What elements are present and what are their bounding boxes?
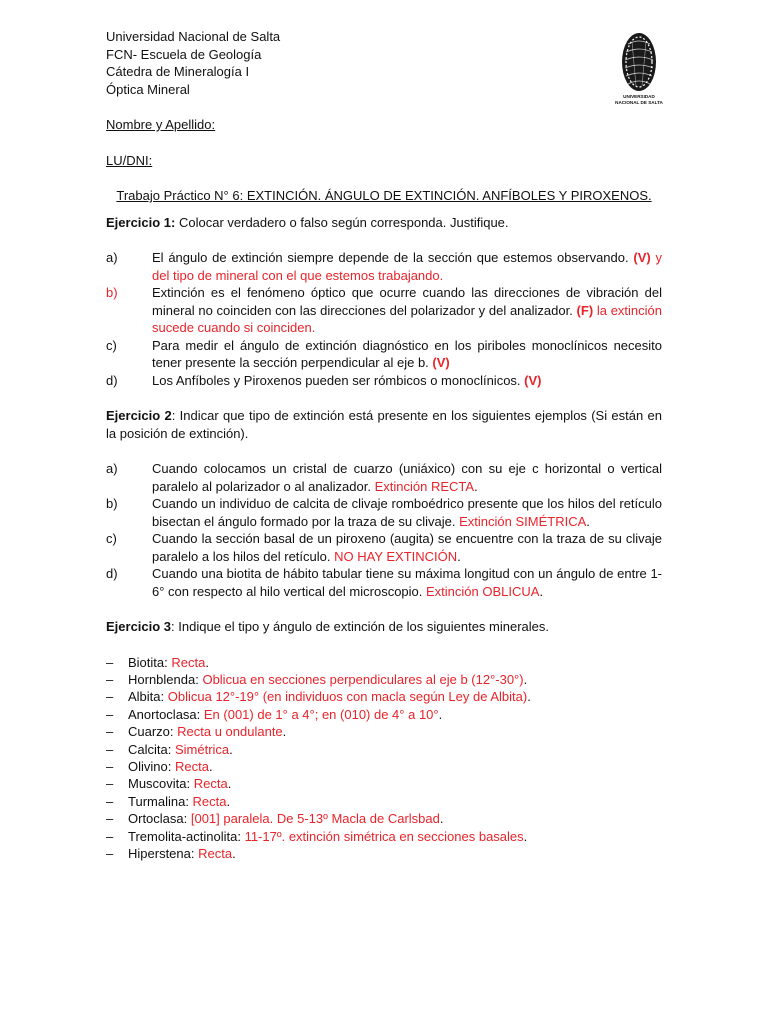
list-item	[106, 741, 662, 758]
exercise-2-label: Ejercicio 2	[106, 408, 172, 423]
mineral-name: Biotita:	[128, 654, 172, 670]
list-item	[106, 706, 662, 723]
answer-text: Recta	[174, 758, 209, 774]
item-text: El ángulo de extinción siempre depende de la sección que estemos observando.	[152, 250, 634, 265]
mineral-name: Anortoclasa:	[128, 706, 204, 722]
item-marker: a)	[106, 461, 118, 476]
answer-text: En (001) de 1° a 4°; en (010) de 4° a 10°	[203, 706, 439, 722]
item-period: .	[527, 689, 531, 705]
exercise-3-list	[106, 654, 662, 863]
header-school: FCN- Escuela de Geología	[106, 46, 262, 62]
answer-text: Recta	[198, 845, 233, 861]
mineral-name: Calcita:	[128, 741, 175, 757]
item-period: .	[229, 741, 233, 757]
institution-header	[106, 28, 662, 98]
exercise-3-heading	[106, 618, 662, 636]
list-item	[106, 284, 662, 337]
mineral-name: Turmalina:	[128, 793, 193, 809]
answer-text: la extinción sucede cuando si coinciden.	[152, 302, 663, 335]
dash-bullet: –	[106, 654, 114, 670]
item-period: .	[226, 793, 231, 809]
item-marker: d)	[106, 372, 118, 388]
answer-verdict: (F)	[576, 302, 594, 318]
answer-text: Recta	[171, 654, 206, 670]
dash-bullet: –	[106, 706, 114, 722]
dash-bullet: –	[106, 811, 114, 827]
answer-text: 11-17º. extinción simétrica en secciones basales	[244, 828, 524, 844]
assignment-title: Trabajo Práctico N° 6: EXTINCIÓN. ÁNGULO DE EXTINCIÓN. ANFÍBOLES Y PIROXENOS.	[116, 188, 652, 203]
answer-text: Extinción OBLICUA	[426, 583, 540, 599]
item-marker: b)	[106, 496, 118, 511]
item-period: .	[282, 724, 287, 740]
mineral-name: Hiperstena:	[128, 845, 199, 861]
list-item	[106, 337, 662, 372]
header-subject: Óptica Mineral	[106, 81, 190, 97]
item-text: Los Anfíboles y Piroxenos pueden ser rómbicos o monoclínicos.	[152, 372, 525, 388]
exercise-3-label: Ejercicio 3	[106, 619, 172, 634]
id-field-label: LU/DNI:	[106, 152, 153, 168]
exercise-1-prompt: Colocar verdadero o falso según corresponda. Justifique.	[175, 214, 509, 230]
item-period: .	[208, 758, 213, 774]
list-item	[106, 688, 662, 705]
mineral-name: Muscovita:	[128, 776, 194, 792]
dash-bullet: –	[106, 758, 114, 774]
answer-text: Recta	[193, 776, 228, 792]
item-period: .	[523, 828, 528, 844]
item-period: .	[474, 478, 478, 494]
mineral-name: Albita:	[128, 689, 168, 705]
item-text: Cuando un individuo de calcita de clivaje romboédrico presente que los hilos del retículo bisectan el ángulo formado por la traza de su clivaje.	[152, 496, 662, 529]
list-item	[106, 758, 662, 775]
list-item	[106, 671, 662, 688]
item-marker: d)	[106, 566, 118, 581]
item-period: .	[232, 845, 236, 861]
seal-caption-2: NACIONAL DE SALTA	[615, 100, 663, 105]
header-chair: Cátedra de Mineralogía I	[106, 64, 250, 79]
exercise-2-list	[106, 460, 662, 600]
mineral-name: Olivino:	[128, 758, 175, 774]
header-university: Universidad Nacional de Salta	[106, 29, 281, 44]
exercise-3-prompt: : Indique el tipo y ángulo de extinción de los siguientes minerales.	[171, 619, 550, 634]
answer-text: Recta u ondulante	[177, 724, 283, 740]
exercise-1-list	[106, 249, 662, 389]
exercise-1-label: Ejercicio 1:	[106, 214, 176, 230]
list-item	[106, 372, 662, 390]
item-text: Cuando la sección basal de un piroxeno (augita) se encuentre con la traza de su clivaje paralelo a los hilos del retículo.	[152, 531, 662, 564]
exercise-2-heading	[106, 407, 662, 442]
item-text: Cuando una biotita de hábito tabular tiene su máxima longitud con un ángulo de entre 1-6° con respecto al hilo vertical del microscopio.	[152, 566, 662, 599]
dash-bullet: –	[106, 671, 114, 687]
seal-caption-1: UNIVERSIDAD	[623, 94, 655, 99]
list-item	[106, 775, 662, 792]
item-period: .	[439, 811, 444, 827]
item-period: .	[523, 671, 528, 687]
list-item	[106, 565, 662, 600]
item-text: Para medir el ángulo de extinción diagnóstico en los piriboles monoclínicos necesito tener presente la sección perpendicular al eje b.	[152, 337, 662, 370]
dash-bullet: –	[106, 776, 114, 792]
answer-verdict: (V)	[432, 355, 450, 370]
item-period: .	[586, 513, 590, 529]
mineral-name: Hornblenda:	[128, 671, 203, 687]
item-marker: b)	[106, 285, 118, 300]
list-item	[106, 495, 662, 530]
item-period: .	[227, 776, 232, 792]
answer-text: Oblicua en secciones perpendiculares al eje b (12°-30°)	[202, 671, 524, 687]
item-text: Extinción es el fenómeno óptico que ocurre cuando las direcciones de vibración del mineral no coinciden con las direcciones del polarizador y del analizador.	[152, 285, 662, 318]
answer-text: NO HAY EXTINCIÓN	[334, 548, 458, 564]
dash-bullet: –	[106, 845, 114, 861]
answer-text: y del tipo de mineral con el que estemos trabajando.	[152, 250, 662, 283]
list-item	[106, 460, 662, 495]
dash-bullet: –	[106, 741, 114, 757]
mineral-name: Cuarzo:	[128, 724, 178, 740]
dash-bullet: –	[106, 689, 114, 705]
list-item	[106, 793, 662, 810]
mineral-name: Ortoclasa:	[128, 811, 191, 827]
dash-bullet: –	[106, 793, 114, 809]
answer-text: [001] paralela. De 5-13º Macla de Carlsbad	[190, 811, 440, 827]
dash-bullet: –	[106, 828, 114, 844]
answer-text: Oblicua 12°-19° (en individuos con macla según Ley de Albita)	[167, 689, 528, 705]
item-period: .	[438, 706, 443, 722]
exercise-2-prompt: : Indicar que tipo de extinción está presente en los siguientes ejemplos (Si están en la posición de extinción).	[106, 408, 662, 441]
list-item	[106, 845, 662, 862]
answer-text: Simétrica	[174, 741, 230, 757]
name-field-label: Nombre y Apellido:	[106, 117, 216, 132]
dash-bullet: –	[106, 724, 114, 740]
answer-text: Recta	[192, 793, 227, 809]
answer-text: Extinción RECTA	[374, 478, 475, 494]
list-item	[106, 723, 662, 740]
document-page	[106, 28, 662, 862]
item-text: Cuando colocamos un cristal de cuarzo (uniáxico) con su eje c horizontal o vertical paralelo al polarizador o al analizador.	[152, 461, 662, 494]
list-item	[106, 810, 662, 827]
item-period: .	[205, 654, 209, 670]
list-item	[106, 530, 662, 565]
list-item	[106, 828, 662, 845]
list-item	[106, 654, 662, 671]
item-marker: c)	[106, 337, 117, 353]
item-period: .	[457, 548, 461, 564]
answer-text: Extinción SIMÉTRICA	[459, 513, 587, 529]
mineral-name: Tremolita-actinolita:	[128, 828, 245, 844]
exercise-1-heading	[106, 214, 662, 232]
item-marker: c)	[106, 531, 117, 546]
list-item	[106, 249, 662, 284]
item-marker: a)	[106, 250, 118, 265]
answer-verdict: (V)	[524, 372, 542, 388]
item-period: .	[539, 583, 544, 599]
answer-verdict: (V)	[633, 250, 651, 265]
